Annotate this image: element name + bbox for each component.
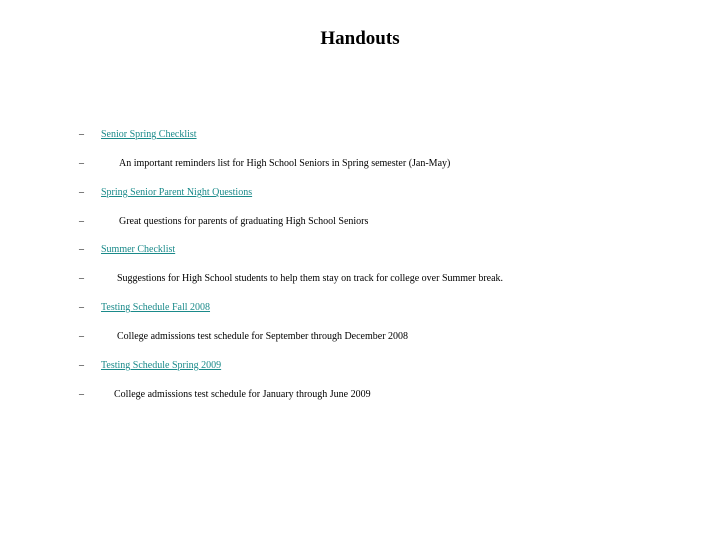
bullet-dash: – bbox=[79, 302, 84, 313]
page-title: Handouts bbox=[320, 28, 400, 49]
bullet-dash: – bbox=[79, 273, 84, 284]
bullet-dash: – bbox=[79, 389, 84, 400]
list-item bbox=[0, 214, 720, 230]
list-item bbox=[0, 242, 720, 258]
list-item bbox=[0, 185, 720, 201]
list-item bbox=[0, 127, 720, 143]
senior-spring-checklist-link[interactable]: Senior Spring Checklist bbox=[101, 129, 197, 140]
senior-spring-checklist-description: An important reminders list for High School Seniors in Spring semester (Jan-May) bbox=[119, 158, 451, 169]
parent-night-questions-description: Great questions for parents of graduating High School Seniors bbox=[119, 216, 369, 227]
list-item bbox=[0, 271, 720, 287]
list-item bbox=[0, 358, 720, 374]
list-item bbox=[0, 300, 720, 316]
bullet-dash: – bbox=[79, 158, 84, 169]
testing-schedule-fall-2008-description: College admissions test schedule for September through December 2008 bbox=[117, 331, 409, 342]
summer-checklist-link[interactable]: Summer Checklist bbox=[101, 244, 176, 255]
bullet-dash: – bbox=[79, 244, 84, 255]
bullet-dash: – bbox=[79, 360, 84, 371]
bullet-dash: – bbox=[79, 216, 84, 227]
spring-senior-parent-night-questions-link[interactable]: Spring Senior Parent Night Questions bbox=[101, 187, 253, 198]
bullet-dash: – bbox=[79, 129, 84, 140]
bullet-dash: – bbox=[79, 331, 84, 342]
list-item bbox=[0, 156, 720, 172]
bullet-dash: – bbox=[79, 187, 84, 198]
list-item bbox=[0, 387, 720, 403]
summer-checklist-description: Suggestions for High School students to help them stay on track for college over Summer break. bbox=[117, 273, 504, 284]
testing-schedule-spring-2009-description: College admissions test schedule for January through June 2009 bbox=[114, 389, 371, 400]
list-item bbox=[0, 329, 720, 345]
testing-schedule-fall-2008-link[interactable]: Testing Schedule Fall 2008 bbox=[101, 302, 211, 313]
testing-schedule-spring-2009-link[interactable]: Testing Schedule Spring 2009 bbox=[101, 360, 222, 371]
